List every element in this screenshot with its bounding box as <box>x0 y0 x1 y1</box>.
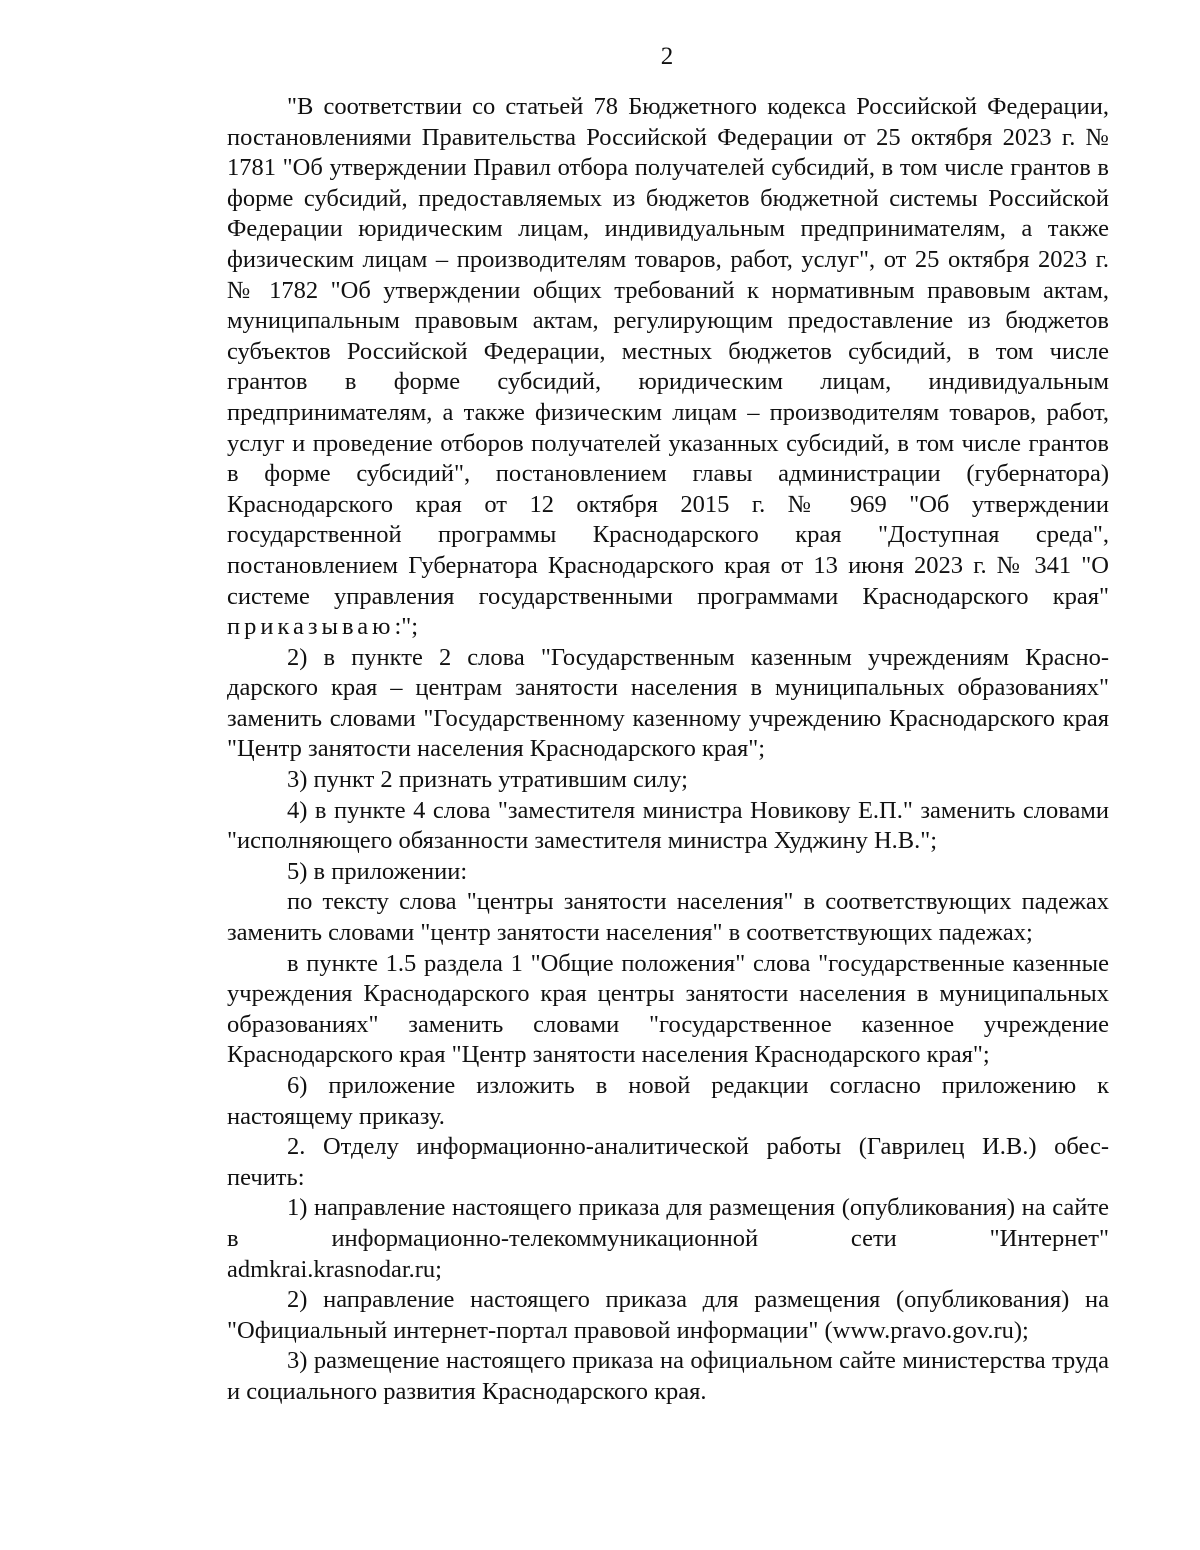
paragraph-item-5-b: в пункте 1.5 раздела 1 "Общие положения" слова "государственные казенные учреждения Краснодарского края центры занятости населения в муниципальных образованиях" заменить словами "государственное казенное учреждение Краснодарского края "Центр занятости населения Краснодарского края"; <box>227 949 1109 1069</box>
paragraph-item-5: 5) в приложении: <box>287 857 468 885</box>
paragraph-preamble <box>227 92 1109 643</box>
page-number: 2 <box>660 43 674 70</box>
preamble-text: "В соответствии со статьей 78 Бюджетного кодекса Российской Федерации, постановлениями Правительства Российской Федерации от 25 октября 2023 г. № 1781 "Об утверждении Правил отбора получателей субсидий, в том числе грантов в форме субсидий, предоставляемых из бюджетов бюджетной системы Российской Федерации юридическим лицам, индивидуальным предпринимателям, а также физическим лицам – производителям товаров, работ, услуг", от 25 октября 2023 г. № 1782 "Об утверждении общих требований к нормативным правовым актам, муниципальным правовым актам, регулирующим предоставление из бюджетов субъектов Российской Федерации, местных бюджетов субсидий, в том числе грантов в форме субсидий, юридическим лицам, индивидуальным предпринимателям, а также физическим лицам – производителям товаров, работ, услуг и проведение отборов получателей указанных субсидий, в том числе грантов в форме субсидий", постановлением главы администрации (губернатора) Краснодарского края от 12 октября 2015 г. № 969 "Об утверждении государственной программы Краснодарского края "Доступная среда", постановлением Губернатора Краснодарского края от 13 июня 2023 г. № 341 "О системе управления государственными программами Краснодарского края" <box>227 93 1109 610</box>
paragraph-section-2-item-3: 3) размещение настоящего приказа на официальном сайте министерства труда и социального развития Краснодарского края. <box>227 1347 1109 1405</box>
paragraph-section-2-item-1: 1) направление настоящего приказа для размещения (опубликования) на сайте в информационно-телекоммуникационной сети "Интернет" <box>227 1194 1109 1252</box>
document-body <box>227 92 1109 1408</box>
paragraph-section-2: 2. Отделу информационно-аналитической работы (Гаврилец И.В.) обеспечить: <box>227 1133 1109 1191</box>
paragraph-section-2-item-2: 2) направление настоящего приказа для размещения (опубликования) на "Официальный интернет-портал правовой информации" (www.pravo.gov.ru); <box>227 1286 1109 1344</box>
paragraph-item-5-a: по тексту слова "центры занятости населения" в соответствующих падежах заменить словами "центр занятости населения" в соответствующих падежах; <box>227 888 1109 947</box>
paragraph-item-2: 2) в пункте 2 слова "Государственным казенным учреждениям Краснодарского края – центрам занятости населения в муниципальных образованиях" заменить словами "Государственному казенному учреждению Краснодарского края "Центр занятости населения Краснодарского края"; <box>227 643 1109 763</box>
paragraph-section-2-item-1-url: admkrai.krasnodar.ru; <box>227 1255 442 1283</box>
paragraph-item-6: 6) приложение изложить в новой редакции согласно приложению к настоящему приказу. <box>227 1072 1109 1130</box>
preamble-ending: :"; <box>394 613 419 641</box>
preamble-spaced-word: приказываю <box>227 613 395 641</box>
paragraph-item-4: 4) в пункте 4 слова "заместителя министра Новикову Е.П." заменить словами "исполняющего обязанности заместителя министра Худжину Н.В."; <box>227 796 1109 855</box>
paragraph-item-3: 3) пункт 2 признать утратившим силу; <box>287 766 688 794</box>
